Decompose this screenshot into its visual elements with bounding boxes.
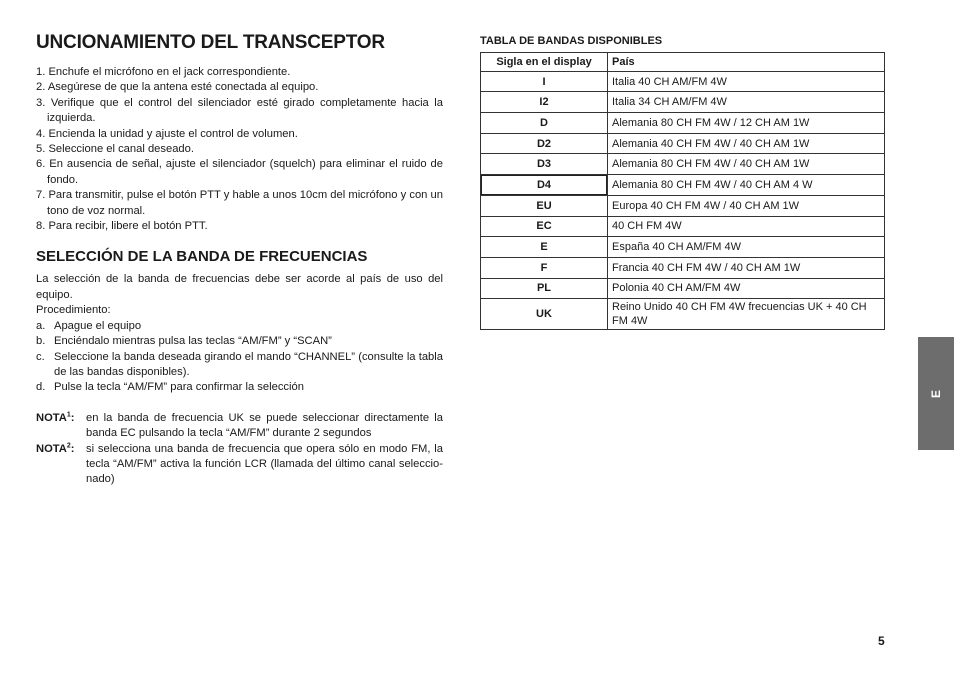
table-row: E España 40 CH AM/FM 4W xyxy=(481,237,885,258)
procedure-label: Procedimiento: xyxy=(36,304,111,317)
header-code: Sigla en el display xyxy=(481,53,608,72)
table-row: UK Reino Unido 40 CH FM 4W frecuencias UK + 40 CH FM 4W xyxy=(481,299,885,330)
procedure-list xyxy=(36,319,443,396)
procedure-item: b. Enciéndalo mientras pulsa las teclas “AM/FM” y “SCAN” xyxy=(36,335,332,348)
table-row: D3 Alemania 80 CH FM 4W / 40 CH AM 1W xyxy=(481,154,885,175)
language-tab: E xyxy=(918,337,954,450)
step-item: 6. En ausencia de señal, ajuste el silenciador (squelch) para eliminar el ruido de fondo. xyxy=(36,158,443,186)
table-row: D Alemania 80 CH FM 4W / 12 CH AM 1W xyxy=(481,113,885,134)
page-title: UNCIONAMIENTO DEL TRANSCEPTOR xyxy=(36,32,385,53)
step-item: 8. Para recibir, libere el botón PTT. xyxy=(36,220,208,233)
note-2: NOTA$^2$: si selecciona una banda de frecuencia que opera sólo en modo FM, la tecla “AM/FM” activa la función LCR (llamada del último canal seleccio-nado) xyxy=(36,442,443,488)
band-intro: La selección de la banda de frecuencias debe ser acorde al país de uso del equipo. xyxy=(36,273,443,301)
step-item: 7. Para transmitir, pulse el botón PTT y hable a unos 10cm del micrófono y con un tono de voz normal. xyxy=(36,189,443,217)
bands-table xyxy=(480,52,885,330)
step-item: 3. Verifique que el control del silenciador esté girado completamente hacia la izquierda. xyxy=(36,96,443,125)
step-item: 1. Enchufe el micrófono en el jack correspondiente. xyxy=(36,66,291,78)
table-header-row xyxy=(481,53,885,72)
step-item: 5. Seleccione el canal deseado. xyxy=(36,143,194,156)
procedure-item: c. Seleccione la banda deseada girando el mando “CHANNEL” (consulte la tabla de las bandas disponibles). xyxy=(36,350,443,378)
table-title: TABLA DE BANDAS DISPONIBLES xyxy=(480,35,663,47)
table-row: PL Polonia 40 CH AM/FM 4W xyxy=(481,278,885,299)
section-title-band-selection: SELECCIÓN DE LA BANDA DE FRECUENCIAS xyxy=(36,248,368,266)
table-row: D4 Alemania 80 CH FM 4W / 40 CH AM 4 W xyxy=(481,175,885,196)
note-1: NOTA$^1$: en la banda de frecuencia UK se puede seleccionar directamente la banda EC pulsando la tecla “AM/FM” durante 2 segundos xyxy=(36,411,443,442)
procedure-item: a. Apague el equipo xyxy=(36,319,142,332)
step-item: 2. Asegúrese de que la antena esté conectada al equipo. xyxy=(36,81,319,94)
procedure-item: d. Pulse la tecla “AM/FM” para confirmar la selección xyxy=(36,381,304,394)
note-text: si selecciona una banda de frecuencia que opera sólo en modo FM, la tecla “AM/FM” activa la función LCR (llamada del último canal seleccio-nado) xyxy=(86,442,443,486)
table-row: EU Europa 40 CH FM 4W / 40 CH AM 1W xyxy=(481,195,885,216)
notes xyxy=(36,411,443,488)
table-row: F Francia 40 CH FM 4W / 40 CH AM 1W xyxy=(481,257,885,278)
page-number: 5 xyxy=(878,634,885,648)
header-country: País xyxy=(608,53,885,72)
steps-list xyxy=(36,65,443,234)
table-row: I Italia 40 CH AM/FM 4W xyxy=(481,71,885,92)
table-row: D2 Alemania 40 CH FM 4W / 40 CH AM 1W xyxy=(481,133,885,154)
table-row: EC 40 CH FM 4W xyxy=(481,216,885,237)
step-item: 4. Encienda la unidad y ajuste el control de volumen. xyxy=(36,127,298,140)
left-column xyxy=(36,30,443,488)
note-text: en la banda de frecuencia UK se puede seleccionar directamente la banda EC pulsando la tecla “AM/FM” durante 2 segundos xyxy=(86,411,443,440)
table-row: I2 Italia 34 CH AM/FM 4W xyxy=(481,92,885,113)
